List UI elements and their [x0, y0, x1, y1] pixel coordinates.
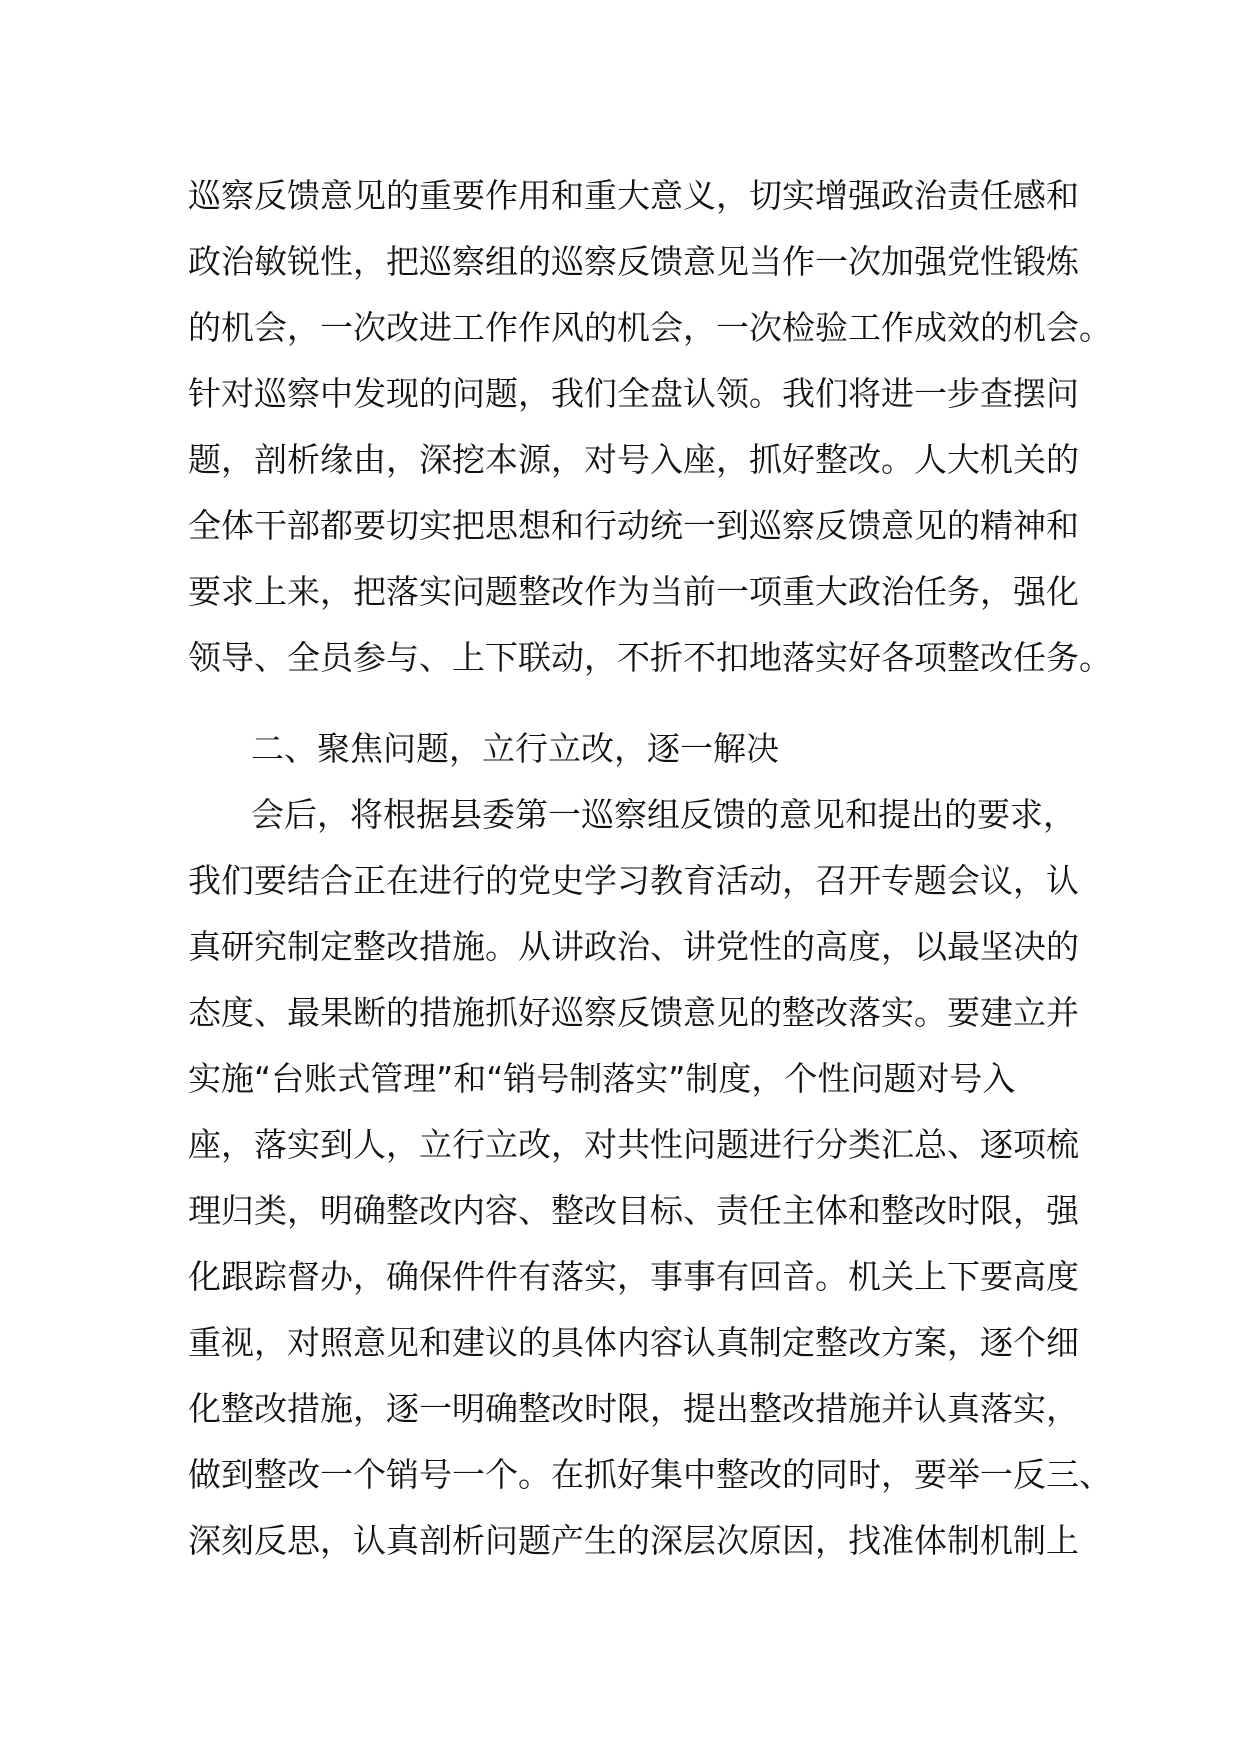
- text-line: 深刻反思，认真剖析问题产生的深层次原因，找准体制机制上: [188, 1521, 1079, 1560]
- section-heading: 二、聚焦问题，立行立改，逐一解决: [251, 729, 779, 768]
- text-line: 理归类，明确整改内容、整改目标、责任主体和整改时限，强: [188, 1191, 1079, 1230]
- text-line: 重视，对照意见和建议的具体内容认真制定整改方案，逐个细: [188, 1323, 1079, 1362]
- text-line: 我们要结合正在进行的党史学习教育活动，召开专题会议，认: [188, 861, 1079, 900]
- text-line: 要求上来，把落实问题整改作为当前一项重大政治任务，强化: [188, 572, 1079, 611]
- text-line: 化整改措施，逐一明确整改时限，提出整改措施并认真落实，: [188, 1389, 1079, 1428]
- text-line: 会后，将根据县委第一巡察组反馈的意见和提出的要求，: [251, 795, 1076, 834]
- text-line: 实施“台账式管理”和“销号制落实”制度，个性问题对号入: [188, 1059, 1016, 1098]
- text-line: 化跟踪督办，确保件件有落实，事事有回音。机关上下要高度: [188, 1257, 1079, 1296]
- text-line: 领导、全员参与、上下联动，不折不扣地落实好各项整改任务。: [188, 638, 1112, 677]
- text-line: 态度、最果断的措施抓好巡察反馈意见的整改落实。要建立并: [188, 993, 1079, 1032]
- text-line: 巡察反馈意见的重要作用和重大意义，切实增强政治责任感和: [188, 176, 1079, 215]
- text-line: 题，剖析缘由，深挖本源，对号入座，抓好整改。人大机关的: [188, 440, 1079, 479]
- text-line: 政治敏锐性，把巡察组的巡察反馈意见当作一次加强党性锻炼: [188, 242, 1079, 281]
- text-line: 座，落实到人，立行立改，对共性问题进行分类汇总、逐项梳: [188, 1125, 1079, 1164]
- text-line: 全体干部都要切实把思想和行动统一到巡察反馈意见的精神和: [188, 506, 1079, 545]
- text-line: 针对巡察中发现的问题，我们全盘认领。我们将进一步查摆问: [188, 374, 1079, 413]
- text-line: 真研究制定整改措施。从讲政治、讲党性的高度，以最坚决的: [188, 927, 1079, 966]
- text-line: 做到整改一个销号一个。在抓好集中整改的同时，要举一反三、: [188, 1455, 1112, 1494]
- text-line: 的机会，一次改进工作作风的机会，一次检验工作成效的机会。: [188, 308, 1112, 347]
